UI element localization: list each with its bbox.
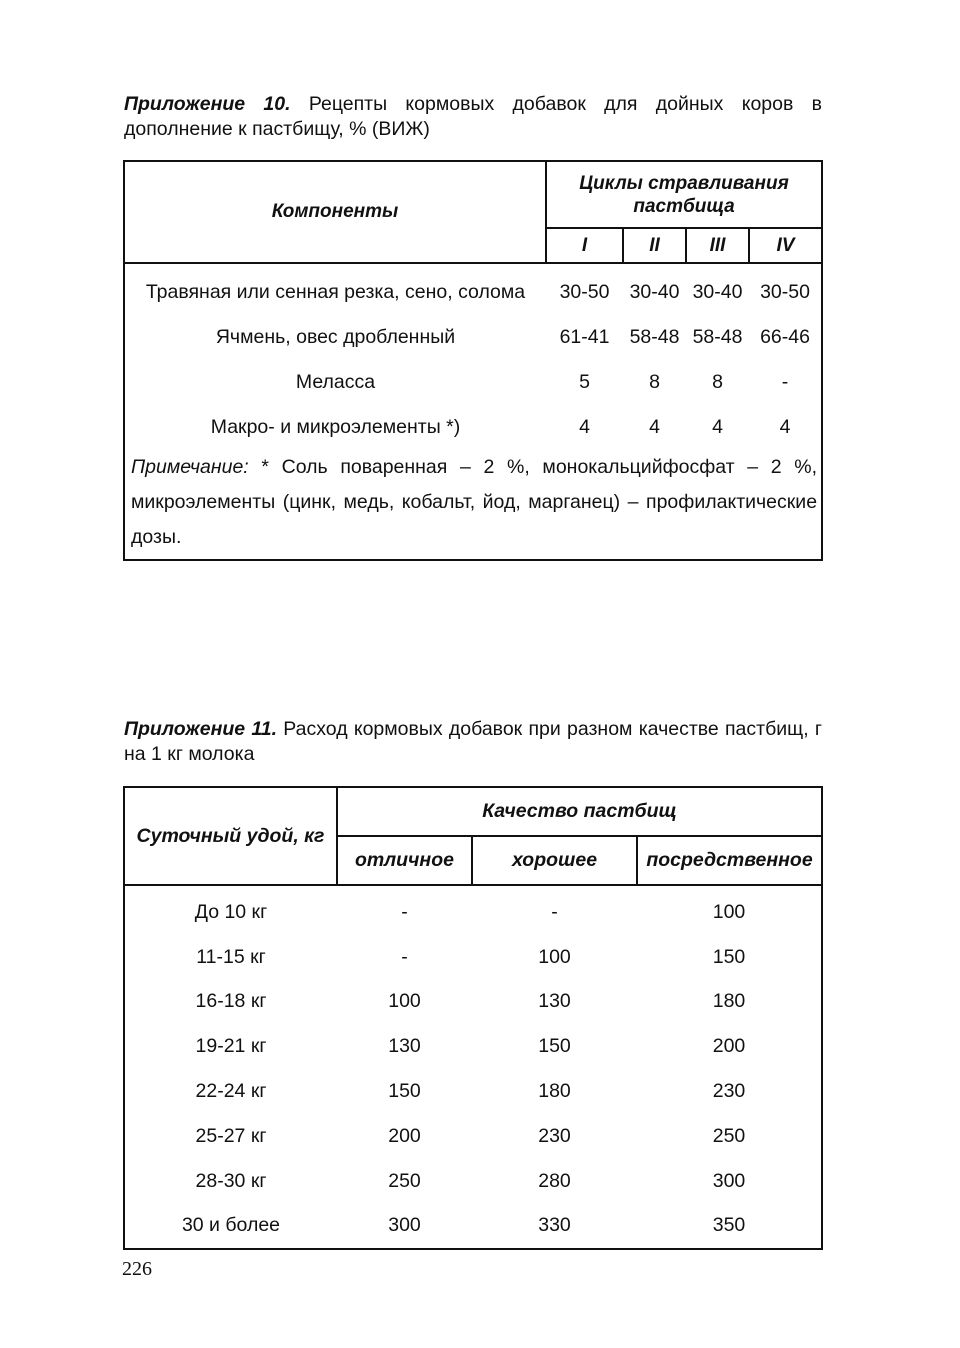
- consumption-value: 150: [388, 1080, 421, 1103]
- cycle-value: 58-48: [692, 326, 743, 348]
- table-row: [124, 405, 822, 450]
- consumption-value: 200: [388, 1124, 421, 1147]
- cycle-value: 66-46: [760, 326, 810, 348]
- daily-yield: 28-30 кг: [195, 1169, 267, 1192]
- note-label: Примечание:: [131, 456, 249, 478]
- header-pasture-quality: Качество пастбищ: [337, 787, 822, 836]
- daily-yield: 16-18 кг: [195, 990, 267, 1013]
- cycle-value: 4: [649, 416, 660, 438]
- daily-yield: 25-27 кг: [195, 1124, 267, 1147]
- header-cycles: Циклы стравливания пастбища: [546, 161, 822, 228]
- daily-yield: 19-21 кг: [195, 1035, 267, 1058]
- table-note: [124, 450, 822, 560]
- appendix-11-caption: [124, 717, 822, 767]
- component-name: Макро- и микроэлементы *): [210, 416, 461, 438]
- header-quality-excellent: отличное: [337, 836, 472, 885]
- table-row: [124, 980, 822, 1025]
- cycle-value: 30-40: [692, 281, 743, 303]
- consumption-value: 330: [538, 1214, 571, 1237]
- consumption-value: 180: [538, 1080, 571, 1103]
- cycle-value: 58-48: [629, 326, 680, 348]
- header-cycle-2: II: [623, 228, 686, 263]
- consumption-value: 100: [712, 900, 746, 923]
- consumption-value: 150: [538, 1035, 571, 1058]
- cycle-value: 30-50: [559, 281, 610, 303]
- feed-additive-recipes-table: [123, 160, 823, 561]
- daily-yield: 11-15 кг: [196, 945, 266, 968]
- consumption-value: 350: [712, 1214, 746, 1237]
- consumption-value: 230: [538, 1124, 571, 1147]
- cycle-value: 8: [649, 371, 660, 393]
- page-number: 226: [122, 1258, 152, 1280]
- table-row: [124, 263, 822, 315]
- daily-yield: До 10 кг: [194, 900, 268, 923]
- consumption-value: 180: [712, 990, 746, 1013]
- consumption-value: 100: [538, 945, 571, 968]
- header-components: Компоненты: [124, 161, 546, 263]
- consumption-value: 230: [712, 1080, 746, 1103]
- consumption-value: 200: [712, 1035, 746, 1058]
- table-row: [124, 935, 822, 980]
- cycle-value: 30-40: [629, 281, 680, 303]
- table-row: [124, 1114, 822, 1159]
- consumption-value: -: [401, 900, 408, 923]
- cycle-value: 30-50: [760, 281, 810, 303]
- cycle-value: 4: [779, 416, 791, 438]
- header-quality-mediocre: посредственное: [637, 836, 822, 885]
- table-row: [124, 1024, 822, 1069]
- header-cycle-1: I: [546, 228, 623, 263]
- cycle-value: -: [781, 371, 789, 393]
- table-row: [124, 315, 822, 360]
- note-text: * Соль поваренная – 2 %, монокальцийфосфат – 2 %, микроэлементы (цинк, медь, кобальт, йод, марганец) – профилактические дозы.: [131, 456, 818, 548]
- table-row: [124, 1069, 822, 1114]
- cycle-value: 4: [712, 416, 723, 438]
- header-cycle-4: IV: [749, 228, 822, 263]
- appendix-10-caption: [124, 92, 822, 142]
- component-name: Меласса: [295, 371, 376, 393]
- consumption-value: -: [551, 900, 558, 923]
- header-quality-good: хорошее: [472, 836, 637, 885]
- cycle-value: 4: [579, 416, 590, 438]
- appendix-10-title-rest: Рецепты кормовых добавок для дойных коров в дополнение к пастбищу, % (ВИЖ): [124, 93, 823, 140]
- cycle-value: 5: [579, 371, 590, 393]
- header-cycle-3: III: [686, 228, 749, 263]
- consumption-value: -: [401, 945, 408, 968]
- header-daily-yield: Суточный удой, кг: [124, 787, 337, 885]
- consumption-value: 250: [712, 1124, 746, 1147]
- cycle-value: 8: [712, 371, 723, 393]
- consumption-value: 100: [388, 990, 421, 1013]
- appendix-11-title-bold: Приложение 11.: [124, 718, 278, 740]
- appendix-11-title-rest: Расход кормовых добавок при разном качестве пастбищ, г на 1 кг молока: [124, 718, 822, 765]
- consumption-value: 300: [712, 1169, 746, 1192]
- daily-yield: 22-24 кг: [195, 1080, 267, 1103]
- feed-additive-consumption-table: [123, 786, 823, 1250]
- component-name: Травяная или сенная резка, сено, солома: [145, 281, 526, 303]
- table-row: [124, 1159, 822, 1204]
- consumption-value: 150: [712, 945, 746, 968]
- consumption-value: 130: [388, 1035, 421, 1058]
- component-name: Ячмень, овес дробленный: [215, 326, 456, 348]
- cycle-value: 61-41: [559, 326, 610, 348]
- table-row: [124, 1204, 822, 1250]
- consumption-value: 280: [538, 1169, 571, 1192]
- appendix-10-title-bold: Приложение 10.: [124, 93, 291, 115]
- consumption-value: 250: [388, 1169, 421, 1192]
- consumption-value: 130: [538, 990, 571, 1013]
- daily-yield: 30 и более: [181, 1214, 281, 1237]
- table-row: [124, 360, 822, 405]
- table-row: [124, 885, 822, 935]
- consumption-value: 300: [388, 1214, 421, 1237]
